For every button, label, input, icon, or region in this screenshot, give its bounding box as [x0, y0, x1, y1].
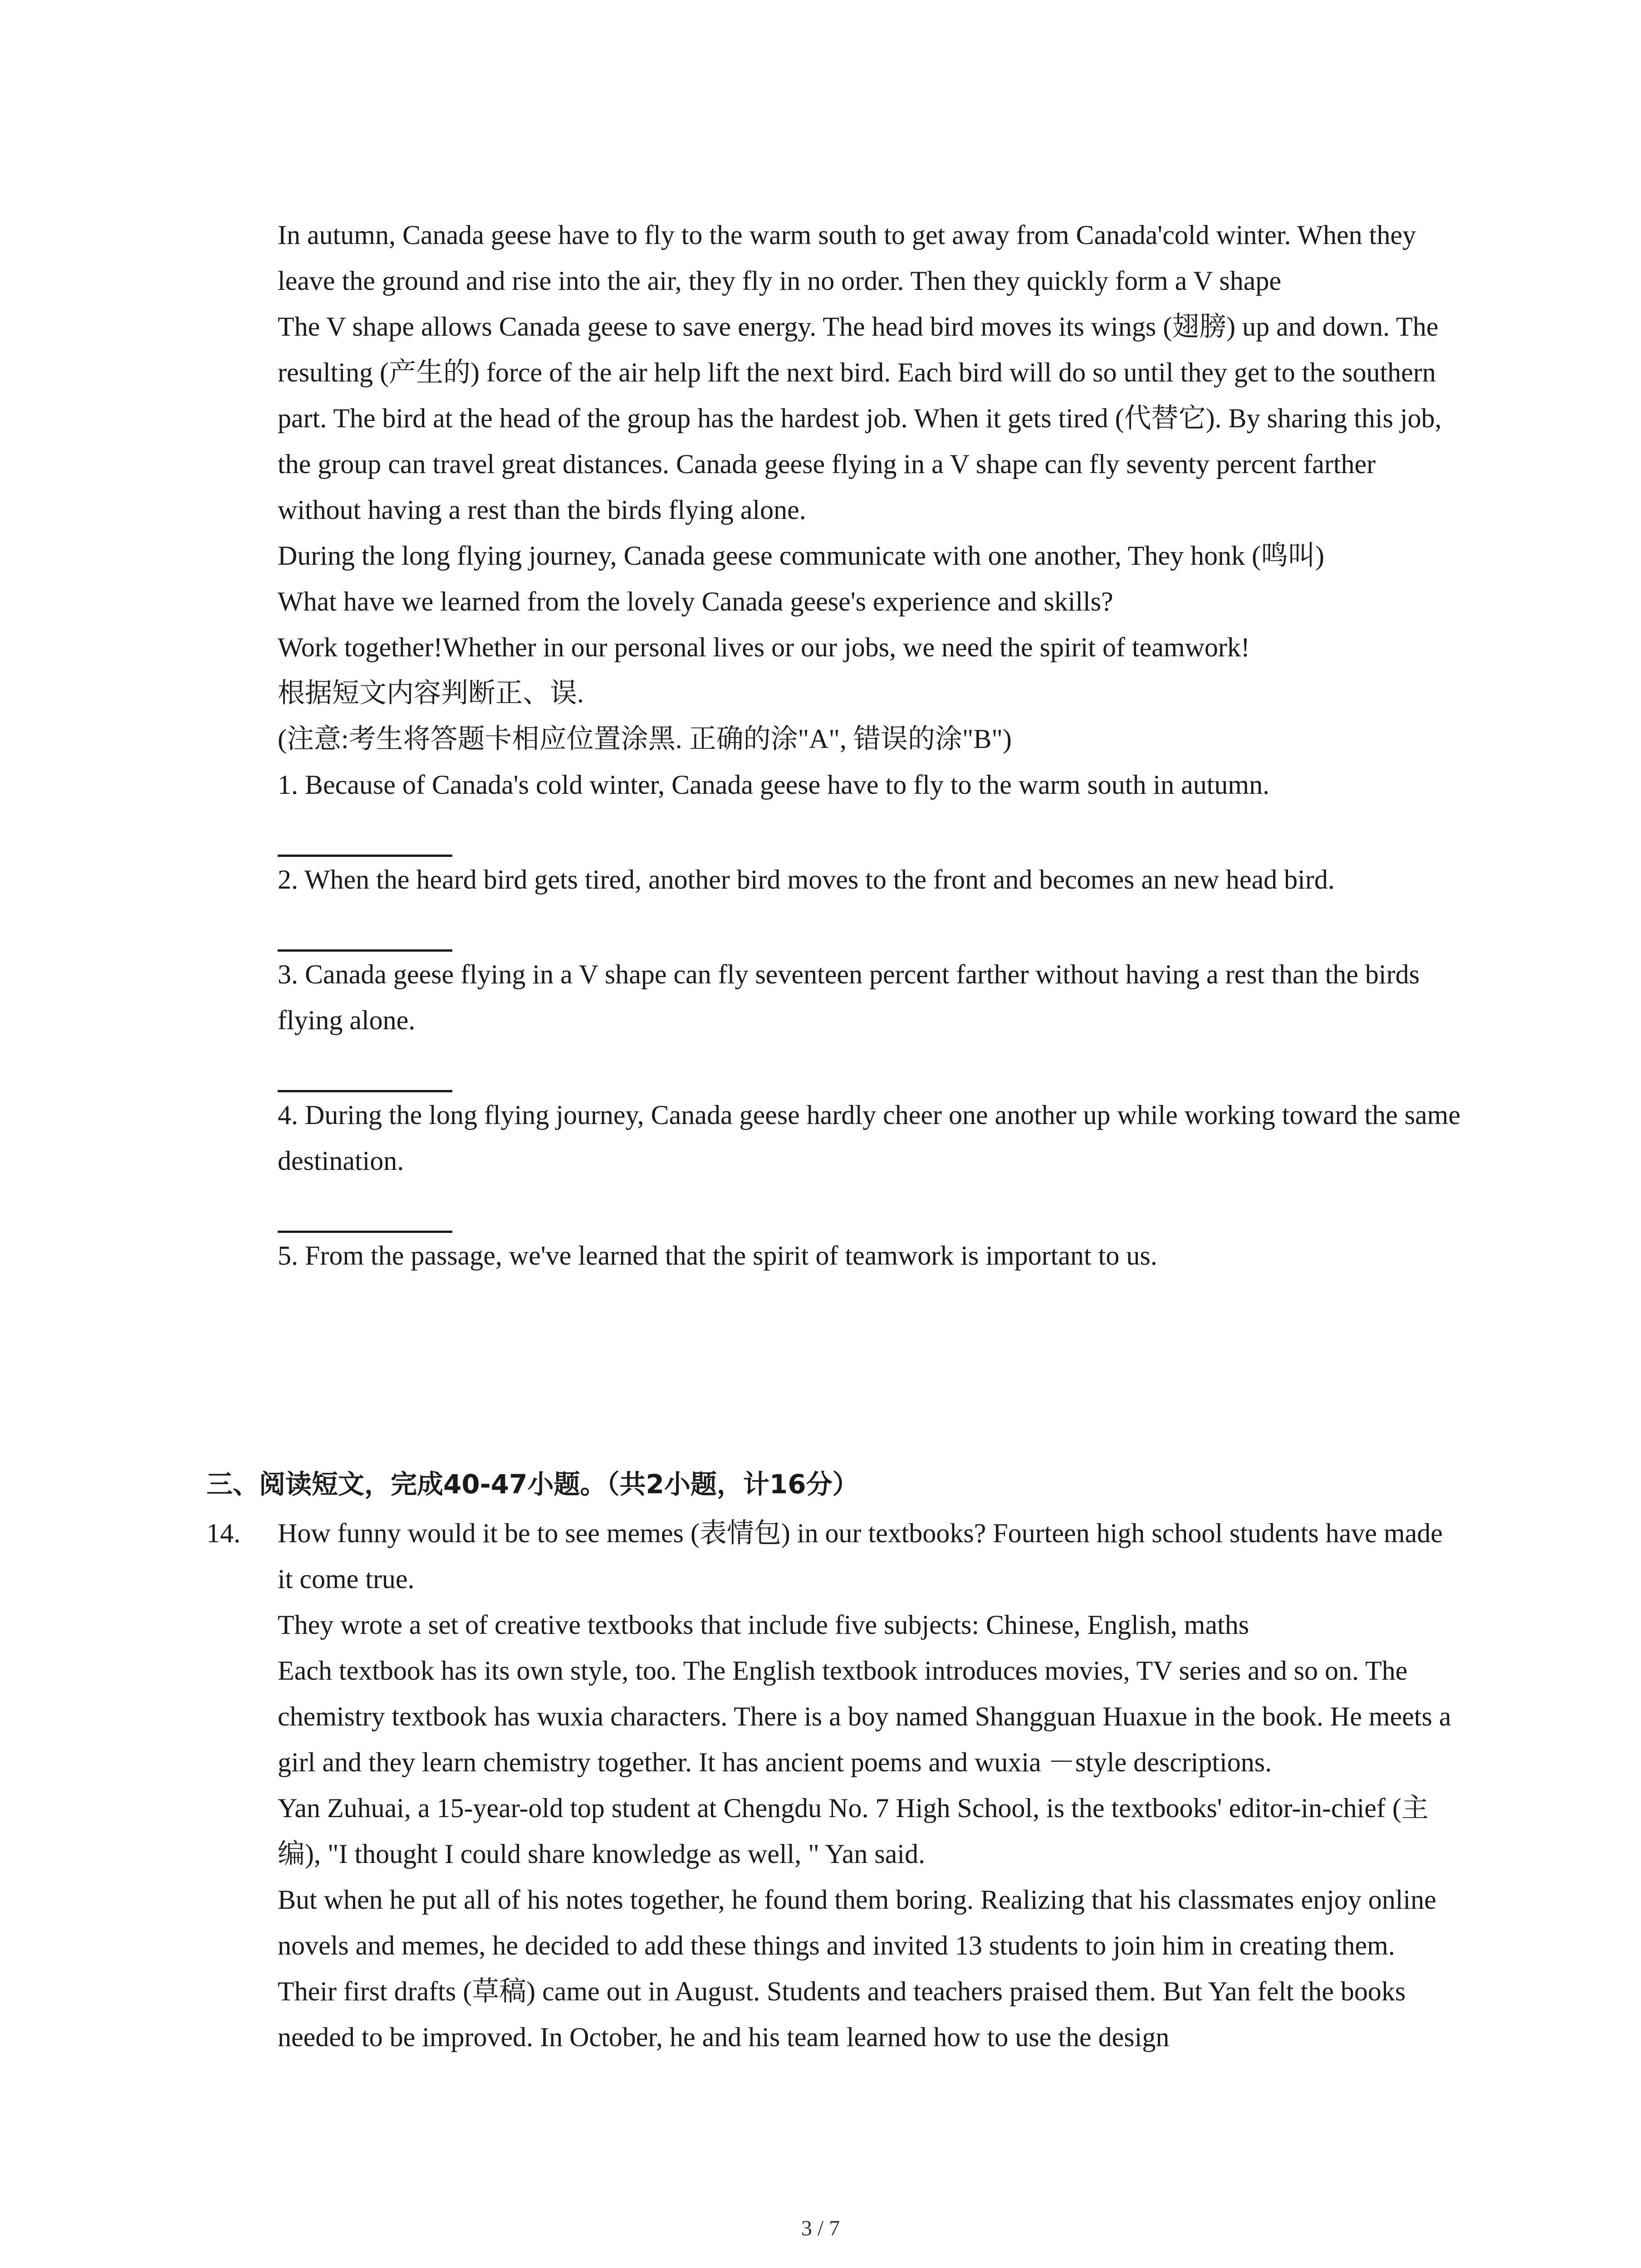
- statement-3: 3. Canada geese flying in a V shape can fly seventeen percent farther without having a rest than the birds flying alone.: [278, 959, 1420, 1035]
- question-paragraph: But when he put all of his notes together, he found them boring. Realizing that his classmates enjoy online novels and memes, he decided to add these things and invited 13 students to join him in creating them.: [278, 1885, 1436, 1960]
- statement-1: 1. Because of Canada's cold winter, Canada geese have to fly to the warm south in autumn.: [278, 770, 1270, 800]
- statement-2: 2. When the heard bird gets tired, another bird moves to the front and becomes an new head bird.: [278, 865, 1335, 894]
- passage-paragraph: In autumn, Canada geese have to fly to the warm south to get away from Canada'cold winter. When they leave the ground and rise into the air, they fly in no order. Then they quickly form a V shape: [278, 220, 1416, 296]
- question-paragraph: They wrote a set of creative textbooks that include five subjects: Chinese, English, maths: [278, 1610, 1249, 1640]
- page-number: 3 / 7: [801, 2216, 840, 2240]
- section-heading: 三、阅读短文，完成40-47小题。（共2小题，计16分）: [206, 1469, 859, 1500]
- question-paragraph: Yan Zuhuai, a 15-year-old top student at Chengdu No. 7 High School, is the textbooks' editor-in-chief (主编), "I thought I could share knowledge as well, " Yan said.: [278, 1793, 1429, 1869]
- passage-paragraph: Work together!Whether in our personal lives or our jobs, we need the spirit of teamwork!: [278, 632, 1250, 662]
- passage-paragraph: The V shape allows Canada geese to save energy. The head bird moves its wings (翅膀) up and down. The resulting (产生的) force of the air help lift the next bird. Each bird will do so until they get to the southern part. The bird at the head of the group has the hardest job. When it gets tired (代替它). By sharing this job, the group can travel great distances. Canada geese flying in a V shape can fly seventy percent farther without having a rest than the birds flying alone.: [278, 312, 1442, 525]
- instruction-line: 根据短文内容判断正、误.: [278, 678, 584, 708]
- passage-paragraph: During the long flying journey, Canada geese communicate with one another, They honk (鸣叫): [278, 541, 1324, 571]
- question-paragraph: Each textbook has its own style, too. The English textbook introduces movies, TV series and so on. The chemistry textbook has wuxia characters. There is a boy named Shangguan Huaxue in the book. He meets a girl and they learn chemistry together. It has ancient poems and wuxia －style descriptions.: [278, 1656, 1451, 1777]
- answer-blank-3[interactable]: [278, 1047, 452, 1092]
- answer-blank-1[interactable]: [278, 811, 452, 857]
- question-number: 14.: [206, 1518, 240, 1548]
- passage-paragraph: What have we learned from the lovely Canada geese's experience and skills?: [278, 587, 1113, 616]
- passage-block: [278, 212, 1462, 1279]
- statement-5: 5. From the passage, we've learned that the spirit of teamwork is important to us.: [278, 1241, 1157, 1271]
- statement-4: 4. During the long flying journey, Canada geese hardly cheer one another up while working toward the same destination.: [278, 1100, 1460, 1176]
- answer-blank-4[interactable]: [278, 1188, 452, 1233]
- question-paragraph: Their first drafts (草稿) came out in August. Students and teachers praised them. But Yan felt the books needed to be improved. In October, he and his team learned how to use the design: [278, 1976, 1406, 2052]
- instruction-line: (注意:考生将答题卡相应位置涂黑. 正确的涂"A", 错误的涂"B"): [278, 724, 1012, 754]
- question-14: [206, 1510, 1463, 2060]
- answer-blank-2[interactable]: [278, 906, 452, 952]
- question-paragraph: How funny would it be to see memes (表情包) in our textbooks? Fourteen high school students have made it come true.: [278, 1518, 1443, 1594]
- question-body: [278, 1510, 1463, 2060]
